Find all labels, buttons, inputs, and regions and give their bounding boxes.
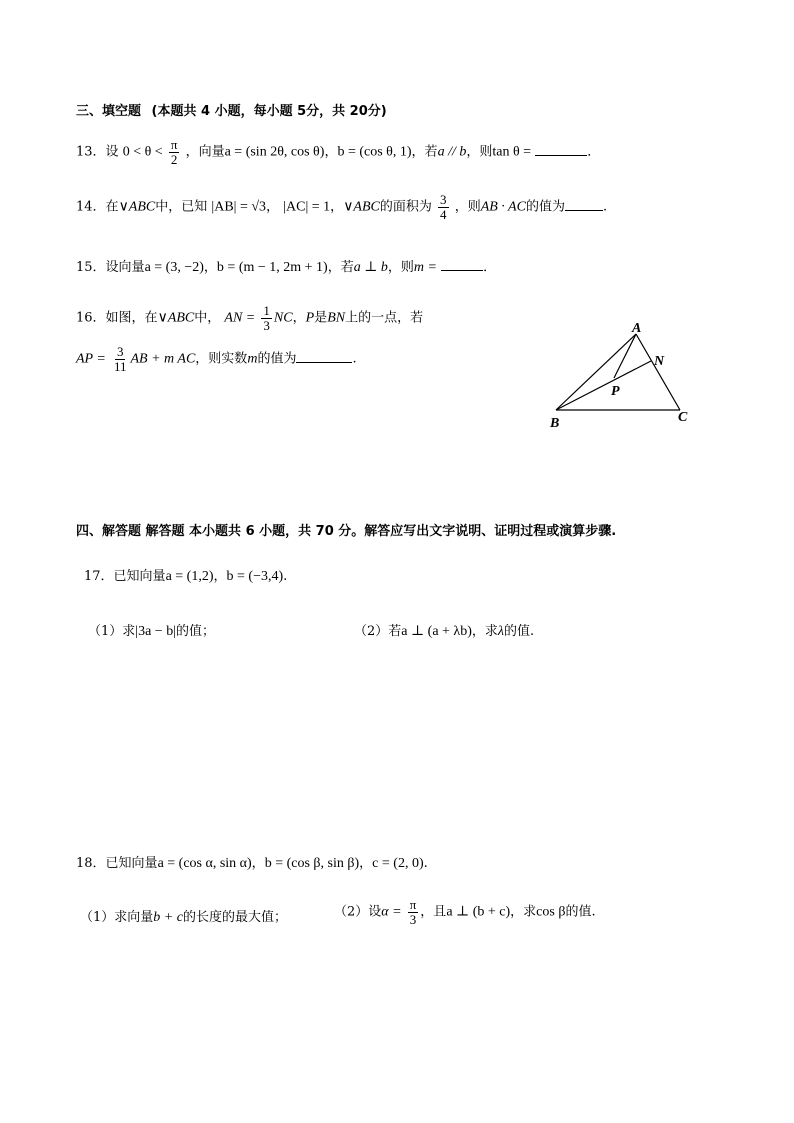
- q14-ab-length: |AB| = √3: [211, 199, 267, 215]
- q18-p1-label: （1）求向量: [80, 910, 154, 925]
- q13-text-3: ，若: [411, 144, 438, 160]
- q18-p2-end: 的值.: [565, 904, 596, 920]
- question-14: [76, 193, 607, 221]
- q13-text-4: ，则: [466, 144, 493, 160]
- q14-number: 14．: [76, 199, 106, 215]
- q18-frac-num: π: [409, 897, 417, 912]
- q16-text-5: 上的一点，若: [345, 310, 424, 326]
- question-17: [84, 565, 287, 585]
- q15-vector-b: b = (m − 1, 2m + 1): [216, 260, 328, 275]
- q18-p2-label: （2）设: [334, 904, 382, 920]
- q14-text-2: 中，已知: [155, 199, 208, 215]
- question-13: [76, 138, 600, 166]
- q14-text-1: 在: [105, 199, 119, 215]
- section-4-header: 四、解答题 解答题 本小题共 6 小题，共 70 分。解答应写出文字说明、证明过程或演算步骤.: [76, 524, 617, 539]
- q18-p1-expression: b + c: [153, 910, 183, 925]
- q16-end: .: [352, 351, 357, 367]
- q16-text-2: 中，: [194, 310, 221, 326]
- q13-vector-a: a = (sin 2θ, cos θ): [224, 144, 325, 160]
- q18-vector-b: b = (cos β, sin β): [264, 856, 360, 871]
- label-a: A: [632, 321, 642, 336]
- q16-frac-den: 3: [263, 317, 270, 333]
- q16-fraction-2: [112, 345, 129, 373]
- label-p: P: [611, 384, 620, 399]
- q14-fraction: [438, 193, 449, 221]
- q18-p2-mid: ，且: [420, 904, 447, 920]
- side-ab: [556, 334, 636, 410]
- q13-parallel: a // b: [437, 144, 467, 160]
- q16-vector-sum: AB + m AC: [130, 351, 196, 367]
- q13-sep: ，: [324, 144, 338, 160]
- q14-frac-num: 3: [440, 192, 447, 207]
- q18-part-1: [80, 906, 287, 926]
- q16-text-4: 是: [314, 310, 328, 326]
- q13-fraction: [169, 138, 180, 166]
- q13-ask: tan θ =: [492, 144, 532, 160]
- q13-text-2: ，向量: [185, 144, 225, 160]
- q18-p2-alpha: α =: [381, 904, 402, 920]
- triangle-figure: [540, 318, 710, 438]
- q16-m: m: [247, 351, 258, 367]
- label-b: B: [550, 416, 560, 431]
- q14-triangle-2: ∨ABC: [343, 199, 380, 215]
- q16-text-1: 如图，在: [105, 310, 158, 326]
- q18-sep-2: ，: [359, 856, 373, 871]
- q13-end: ．: [587, 144, 601, 160]
- q16-answer-blank[interactable]: [296, 362, 352, 363]
- q18-p2-expression: a ⊥ (b + c): [446, 904, 511, 920]
- q16-segment-bn: BN: [327, 310, 346, 326]
- q17-p2-label: （2）若: [354, 624, 402, 639]
- q18-vector-a: a = (cos α, sin α): [157, 856, 252, 871]
- question-18: [76, 852, 428, 872]
- section-3-title: 三、填空题: [76, 104, 142, 119]
- q18-part-2: [334, 898, 596, 926]
- q13-frac-den: 2: [170, 151, 178, 167]
- section-3-note: (本题共 4 小题，每小题 5分，共 20分): [151, 104, 387, 119]
- q14-text-5: ，则: [454, 199, 481, 215]
- q15-sep: ，: [203, 260, 217, 275]
- q14-dot-product: AB · AC: [480, 199, 526, 215]
- q17-p1-label: （1）求: [88, 624, 136, 639]
- label-n: N: [654, 354, 665, 369]
- q13-text-1: 设: [105, 144, 119, 160]
- q16-vector-nc: NC: [273, 310, 293, 326]
- q16-triangle: ∨ABC: [157, 310, 195, 326]
- q17-end: .: [283, 569, 288, 584]
- q13-condition: 0 < θ <: [122, 144, 163, 160]
- q16-vector-ap: AP =: [76, 351, 106, 367]
- q17-p2-lambda: λ: [497, 624, 504, 639]
- q16-frac2-den: 11: [113, 358, 127, 374]
- section-3-header: [76, 100, 387, 119]
- q15-vector-a: a = (3, −2): [144, 260, 204, 275]
- q16-text-7: 的值为: [257, 351, 297, 367]
- question-16-line-2: [76, 345, 357, 373]
- question-16-line-1: [76, 304, 423, 332]
- q17-p2-mid: ，求: [471, 624, 498, 639]
- q13-number: 13．: [76, 144, 106, 160]
- side-ac: [636, 334, 680, 410]
- q18-p1-end: 的长度的最大值；: [182, 910, 287, 925]
- segment-ap: [614, 334, 636, 378]
- q17-number: 17．: [84, 569, 114, 584]
- q18-vector-c: c = (2, 0): [372, 856, 424, 871]
- q16-text-6: ，则实数: [195, 351, 248, 367]
- q17-p1-expression: |3a − b|: [135, 624, 176, 639]
- q16-point-p: P: [305, 310, 315, 326]
- q17-vector-b: b = (−3,4): [226, 569, 284, 584]
- q18-text-1: 已知向量: [105, 856, 158, 871]
- q16-text-3: ，: [292, 310, 306, 326]
- q14-triangle: ∨ABC: [118, 199, 156, 215]
- q17-sep: ，: [213, 569, 227, 584]
- q18-frac-den: 3: [409, 911, 417, 927]
- q14-sep: ，: [266, 199, 280, 215]
- q15-end: ．: [483, 260, 497, 275]
- q14-end: .: [602, 199, 608, 215]
- q14-text-3: ，: [330, 199, 344, 215]
- q16-frac-num: 1: [263, 303, 270, 318]
- q15-ask: m =: [413, 260, 437, 275]
- q17-part-1: [88, 620, 215, 640]
- q14-ac-length: |AC| = 1: [283, 199, 331, 215]
- q16-vector-an: AN =: [224, 310, 256, 326]
- q16-frac2-num: 3: [116, 344, 124, 359]
- q17-p2-expression: a ⊥ (a + λb): [401, 624, 472, 639]
- label-c: C: [678, 410, 688, 425]
- question-15: [76, 256, 496, 276]
- q15-number: 15．: [76, 260, 106, 275]
- q17-p1-end: 的值；: [176, 624, 216, 639]
- q15-perpendicular: a ⊥ b: [353, 260, 388, 275]
- q14-text-6: 的值为: [525, 199, 565, 215]
- q13-frac-num: π: [170, 137, 178, 152]
- q14-answer-blank[interactable]: [565, 210, 603, 211]
- q18-number: 18．: [76, 856, 106, 871]
- q13-answer-blank[interactable]: [535, 155, 587, 156]
- segment-bn: [556, 361, 651, 410]
- q15-text-3: ，则: [387, 260, 414, 275]
- q18-p2-ask: cos β: [536, 904, 566, 920]
- q18-p2-mid-2: ，求: [510, 904, 537, 920]
- q18-end: .: [423, 856, 428, 871]
- q14-text-4: 的面积为: [379, 199, 432, 215]
- q15-text-1: 设向量: [105, 260, 145, 275]
- q17-text-1: 已知向量: [113, 569, 166, 584]
- q16-number: 16．: [76, 310, 106, 326]
- q16-fraction-1: [261, 304, 272, 332]
- q14-frac-den: 4: [440, 206, 447, 222]
- q18-sep: ，: [251, 856, 265, 871]
- q13-vector-b: b = (cos θ, 1): [337, 144, 412, 160]
- q18-fraction: [408, 898, 419, 926]
- q17-part-2: [354, 620, 534, 640]
- q17-vector-a: a = (1,2): [165, 569, 214, 584]
- q15-text-2: ，若: [327, 260, 354, 275]
- q17-p2-end: 的值.: [503, 624, 535, 639]
- q15-answer-blank[interactable]: [441, 270, 483, 271]
